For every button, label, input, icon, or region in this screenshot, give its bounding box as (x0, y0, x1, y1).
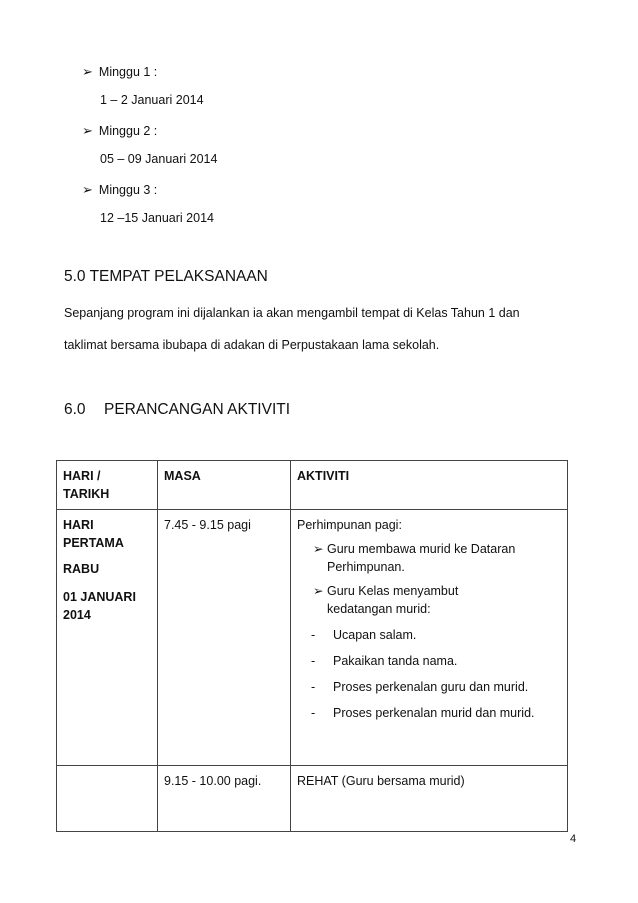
empty-day-cell (57, 766, 158, 832)
bullet-text: kedatangan murid: (327, 602, 431, 616)
bullet-text: Guru membawa murid ke Dataran (327, 542, 516, 556)
schedule-item-1 (82, 64, 157, 80)
dash-item-text: Proses perkenalan murid dan murid. (333, 706, 535, 720)
schedule-item-3 (82, 182, 157, 198)
weekday: RABU (63, 562, 100, 576)
dash-item-text: Ucapan salam. (333, 628, 417, 642)
header-tarikh: TARIKH (63, 487, 110, 501)
schedule-dates: 1 – 2 Januari 2014 (100, 93, 204, 107)
table-header-row (57, 461, 568, 510)
list-item: - Pakaikan tanda nama. (311, 654, 458, 668)
schedule-dates: 05 – 09 Januari 2014 (100, 152, 218, 166)
header-aktiviti: AKTIVITI (291, 461, 568, 510)
header-hari-tarikh (57, 461, 158, 510)
list-item (313, 582, 561, 618)
arrow-bullet-icon: ➢ (313, 584, 324, 598)
header-masa: MASA (158, 461, 291, 510)
table-row (57, 766, 568, 832)
table-row (57, 510, 568, 766)
section-5-heading: 5.0 TEMPAT PELAKSANAAN (64, 268, 268, 285)
section-6-number: 6.0 (64, 401, 86, 418)
schedule-dates: 12 –15 Januari 2014 (100, 211, 214, 225)
arrow-bullet-icon: ➢ (82, 182, 93, 197)
arrow-bullet-icon: ➢ (313, 542, 324, 556)
date-line-1: 01 JANUARI (63, 590, 136, 604)
section-5-paragraph-line-2: taklimat bersama ibubapa di adakan di Perpustakaan lama sekolah. (64, 338, 440, 352)
schedule-label: Minggu 2 : (98, 124, 158, 138)
list-item: - Proses perkenalan guru dan murid. (311, 680, 529, 694)
dash-item-text: Pakaikan tanda nama. (333, 654, 458, 668)
arrow-bullet-icon: ➢ (82, 123, 93, 138)
day-label-2: PERTAMA (63, 536, 124, 550)
schedule-label: Minggu 1 : (98, 65, 158, 79)
bullet-text: Guru Kelas menyambut (327, 584, 459, 598)
arrow-bullet-icon: ➢ (82, 64, 93, 79)
schedule-label: Minggu 3 : (98, 183, 158, 197)
activity-cell (291, 510, 568, 766)
list-item (313, 540, 561, 576)
date-line-2: 2014 (63, 608, 91, 622)
list-item: - Proses perkenalan murid dan murid. (311, 706, 535, 720)
header-hari: HARI / (63, 469, 101, 483)
time-cell: 9.15 - 10.00 pagi. (158, 766, 291, 832)
activity-table (56, 460, 568, 832)
list-item: - Ucapan salam. (311, 628, 417, 642)
bullet-text: Perhimpunan. (327, 560, 405, 574)
section-6-title: PERANCANGAN AKTIVITI (104, 401, 291, 418)
schedule-item-2 (82, 123, 157, 139)
section-5-paragraph-line-1: Sepanjang program ini dijalankan ia akan mengambil tempat di Kelas Tahun 1 dan (64, 306, 520, 320)
day-label-1: HARI (63, 518, 94, 532)
activity-title: Perhimpunan pagi: (297, 518, 402, 532)
activity-cell: REHAT (Guru bersama murid) (291, 766, 568, 832)
page-number: 4 (570, 833, 577, 845)
dash-item-text: Proses perkenalan guru dan murid. (333, 680, 529, 694)
day-cell (57, 510, 158, 766)
time-cell: 7.45 - 9.15 pagi (158, 510, 291, 766)
